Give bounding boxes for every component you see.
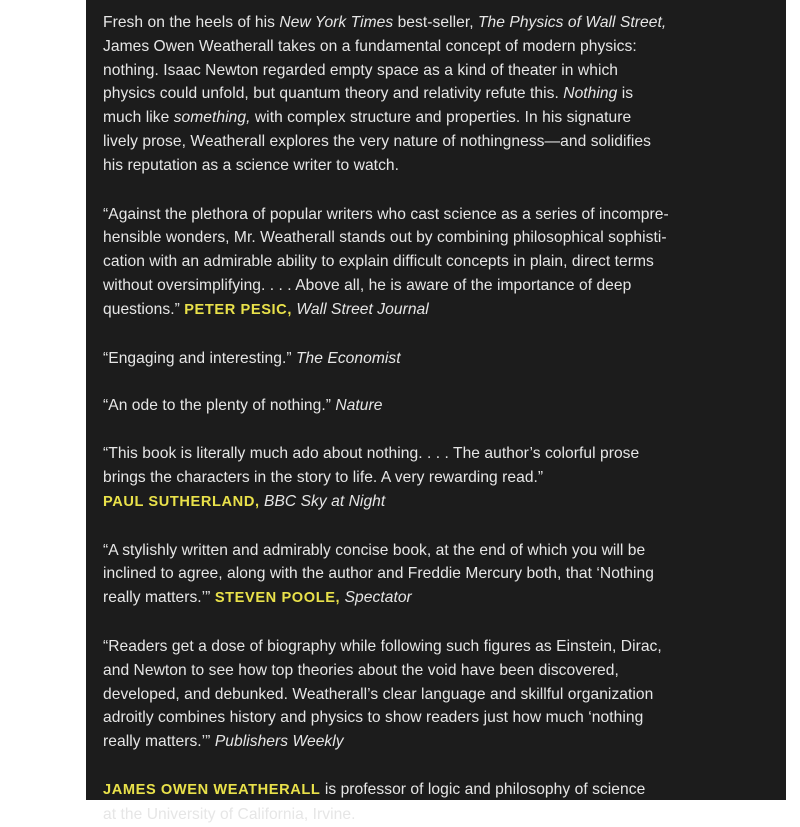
bio-line: at the University of California, Irvine. [103, 805, 356, 823]
quote-line: “Against the plethora of popular writers who cast science as a series of incompre- [103, 205, 669, 223]
quote-line: “A stylishly written and admirably concise book, at the end of which you will be [103, 541, 646, 559]
review-source: Spectator [344, 589, 412, 607]
intro-paragraph [103, 11, 783, 178]
quote-line: inclined to agree, along with the author and Freddie Mercury both, that ‘Nothing [103, 565, 654, 583]
author-bio [103, 778, 783, 827]
quote-line: cation with an admirable ability to explain difficult concepts in plain, direct terms [103, 253, 654, 271]
bio-text: is professor of logic and philosophy of science [320, 780, 646, 798]
review-quote-sutherland [103, 442, 783, 514]
intro-text: physics could unfold, but quantum theory and relativity refute this. [103, 85, 564, 103]
intro-text: Fresh on the heels of his [103, 14, 280, 31]
review-source: The Economist [295, 349, 401, 367]
quote-line: “This book is literally much ado about nothing. . . . The author’s colorful prose [103, 445, 640, 463]
intro-line: nothing. Isaac Newton regarded empty space as a kind of theater in which [103, 61, 619, 79]
quote-line: brings the characters in the story to life. A very rewarding read.” [103, 468, 544, 486]
review-source: Publishers Weekly [214, 733, 344, 751]
book-back-cover [86, 0, 786, 823]
intro-text: is [617, 85, 634, 103]
intro-text: with complex structure and properties. In his signature [250, 109, 632, 127]
quote-line: without oversimplifying. . . . Above all, he is aware of the importance of deep [103, 276, 632, 294]
reviewer-name: STEVEN POOLE, [214, 590, 341, 607]
review-quote-pesic [103, 203, 783, 323]
intro-line: lively prose, Weatherall explores the very nature of nothingness—and solidifies [103, 132, 652, 150]
quote-line: and Newton to see how top theories about the void have been discovered, [103, 661, 619, 679]
intro-italic-nothing: Nothing [563, 85, 618, 103]
intro-italic-something: something, [173, 109, 251, 127]
intro-line: James Owen Weatherall takes on a fundamental concept of modern physics: [103, 37, 637, 55]
quote-text: “An ode to the plenty of nothing.” [103, 397, 336, 415]
review-quote-nature [103, 394, 783, 418]
quote-text: really matters.’” [103, 589, 215, 607]
review-source: Wall Street Journal [296, 300, 429, 318]
review-quote-economist [103, 347, 783, 371]
quote-line: adroitly combines history and physics to show readers just how much ‘nothing [103, 709, 644, 727]
intro-text: much like [103, 109, 174, 127]
reviewer-name: PETER PESIC, [184, 301, 292, 318]
cover-text [103, 11, 783, 827]
quote-text: questions.” [103, 300, 185, 318]
intro-italic-book-title: The Physics of Wall Street, [477, 14, 667, 31]
intro-italic-newspaper: New York Times [279, 14, 394, 31]
quote-line: hensible wonders, Mr. Weatherall stands out by combining philosophical sophisti- [103, 229, 667, 247]
quote-text: “Engaging and interesting.” [103, 349, 296, 367]
author-name: JAMES OWEN WEATHERALL [103, 781, 321, 798]
quote-text: really matters.’” [103, 733, 215, 751]
review-source: BBC Sky at Night [264, 492, 386, 510]
quote-line: developed, and debunked. Weatherall’s clear language and skillful organization [103, 685, 654, 703]
review-quote-publishers-weekly [103, 635, 783, 754]
reviewer-name: PAUL SUTHERLAND, [103, 493, 260, 510]
intro-line: his reputation as a science writer to watch. [103, 156, 400, 174]
quote-line: “Readers get a dose of biography while following such figures as Einstein, Dirac, [103, 637, 662, 655]
review-quote-poole [103, 539, 783, 611]
intro-text: best-seller, [393, 14, 478, 31]
review-source: Nature [335, 397, 383, 415]
